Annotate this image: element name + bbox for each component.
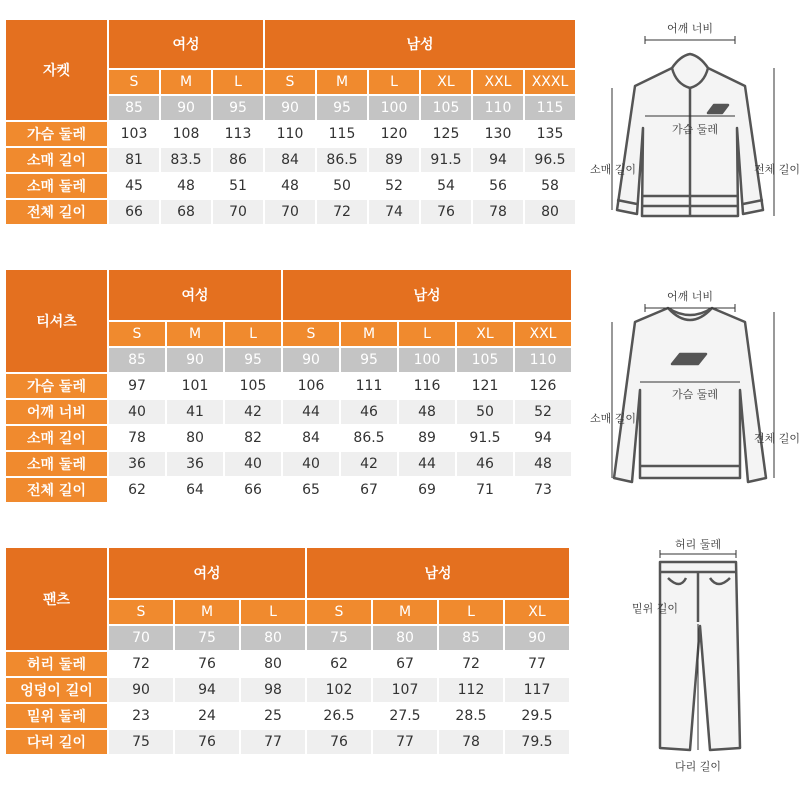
value-cell: 36 [109,452,165,476]
size-cell: M [341,322,397,346]
sleeve-length-label: 소매 길이 [590,163,637,176]
value-cell: 70 [265,200,315,224]
size-cell: M [175,600,239,624]
value-cell: 64 [167,478,223,502]
value-cell: 48 [399,400,455,424]
category-cell: 티셔츠 [6,270,107,372]
row-label: 소매 둘레 [6,452,107,476]
value-cell: 125 [421,122,471,146]
row-label: 허리 둘레 [6,652,107,676]
value-cell: 120 [369,122,419,146]
total-length-label: 전체 길이 [753,432,800,445]
value-cell: 56 [473,174,523,198]
shoulder-width-label: 어깨 너비 [666,290,714,303]
value-cell: 24 [175,704,239,728]
value-cell: 48 [161,174,211,198]
value-cell: 77 [505,652,569,676]
value-cell: 23 [109,704,173,728]
jacket-diagram [590,18,800,233]
group-women: 여성 [109,548,305,598]
value-cell: 115 [317,122,367,146]
size-cell: XXL [515,322,571,346]
value-cell: 42 [225,400,281,424]
number-size-cell: 80 [241,626,305,650]
value-cell: 81 [109,148,159,172]
value-cell: 27.5 [373,704,437,728]
value-cell: 84 [265,148,315,172]
value-cell: 89 [369,148,419,172]
value-cell: 44 [399,452,455,476]
category-cell: 팬츠 [6,548,107,650]
group-men: 남성 [265,20,575,68]
value-cell: 54 [421,174,471,198]
number-size-cell: 90 [161,96,211,120]
number-size-cell: 90 [283,348,339,372]
value-cell: 94 [175,678,239,702]
row-label: 엉덩이 길이 [6,678,107,702]
jacket-size-table [4,18,577,226]
tshirt-size-table [4,268,573,504]
size-cell: S [109,322,165,346]
row-label: 소매 길이 [6,426,107,450]
value-cell: 46 [457,452,513,476]
size-cell: S [307,600,371,624]
value-cell: 86 [213,148,263,172]
chest-label: 가슴 둘레 [671,388,719,401]
value-cell: 52 [515,400,571,424]
size-cell: S [109,70,159,94]
value-cell: 76 [175,730,239,754]
value-cell: 51 [213,174,263,198]
group-women: 여성 [109,270,281,320]
value-cell: 48 [515,452,571,476]
number-size-cell: 75 [175,626,239,650]
number-size-cell: 95 [225,348,281,372]
value-cell: 70 [213,200,263,224]
group-men: 남성 [283,270,571,320]
size-cell: XXL [473,70,523,94]
value-cell: 40 [109,400,165,424]
value-cell: 66 [225,478,281,502]
number-size-cell: 90 [265,96,315,120]
value-cell: 74 [369,200,419,224]
value-cell: 78 [473,200,523,224]
value-cell: 50 [317,174,367,198]
value-cell: 121 [457,374,513,398]
value-cell: 80 [167,426,223,450]
value-cell: 126 [515,374,571,398]
size-cell: S [109,600,173,624]
size-cell: L [439,600,503,624]
number-size-cell: 95 [213,96,263,120]
value-cell: 78 [439,730,503,754]
number-size-cell: 115 [525,96,575,120]
size-cell: XL [505,600,569,624]
value-cell: 75 [109,730,173,754]
number-size-cell: 105 [457,348,513,372]
value-cell: 25 [241,704,305,728]
value-cell: 117 [505,678,569,702]
chest-label: 가슴 둘레 [671,123,719,136]
value-cell: 52 [369,174,419,198]
value-cell: 36 [167,452,223,476]
value-cell: 90 [109,678,173,702]
number-size-cell: 75 [307,626,371,650]
value-cell: 62 [307,652,371,676]
value-cell: 71 [457,478,513,502]
number-size-cell: 105 [421,96,471,120]
number-size-cell: 95 [341,348,397,372]
value-cell: 58 [525,174,575,198]
number-size-cell: 100 [369,96,419,120]
value-cell: 72 [317,200,367,224]
size-cell: M [161,70,211,94]
value-cell: 108 [161,122,211,146]
number-size-cell: 100 [399,348,455,372]
sleeve-length-label: 소매 길이 [590,412,637,425]
size-cell: M [167,322,223,346]
value-cell: 42 [341,452,397,476]
value-cell: 67 [341,478,397,502]
value-cell: 105 [225,374,281,398]
value-cell: 62 [109,478,165,502]
size-cell: S [283,322,339,346]
size-cell: M [373,600,437,624]
value-cell: 28.5 [439,704,503,728]
number-size-cell: 90 [167,348,223,372]
row-label: 어깨 너비 [6,400,107,424]
size-cell: XL [457,322,513,346]
value-cell: 76 [175,652,239,676]
number-size-cell: 95 [317,96,367,120]
value-cell: 69 [399,478,455,502]
value-cell: 102 [307,678,371,702]
value-cell: 45 [109,174,159,198]
pants-size-table [4,546,571,756]
row-label: 가슴 둘레 [6,374,107,398]
shoulder-width-label: 어깨 너비 [666,22,714,35]
value-cell: 66 [109,200,159,224]
value-cell: 65 [283,478,339,502]
tshirt-diagram [590,282,800,492]
row-label: 전체 길이 [6,200,107,224]
group-women: 여성 [109,20,263,68]
value-cell: 67 [373,652,437,676]
row-label: 전체 길이 [6,478,107,502]
value-cell: 44 [283,400,339,424]
row-label: 밑위 둘레 [6,704,107,728]
waist-label: 허리 둘레 [674,538,722,551]
value-cell: 82 [225,426,281,450]
size-cell: L [369,70,419,94]
value-cell: 40 [283,452,339,476]
number-size-cell: 85 [439,626,503,650]
value-cell: 80 [525,200,575,224]
value-cell: 111 [341,374,397,398]
size-cell: L [213,70,263,94]
value-cell: 86.5 [341,426,397,450]
value-cell: 106 [283,374,339,398]
value-cell: 76 [307,730,371,754]
value-cell: 91.5 [457,426,513,450]
category-cell: 자켓 [6,20,107,120]
number-size-cell: 90 [505,626,569,650]
value-cell: 41 [167,400,223,424]
value-cell: 94 [515,426,571,450]
value-cell: 107 [373,678,437,702]
value-cell: 79.5 [505,730,569,754]
size-cell: XXXL [525,70,575,94]
value-cell: 135 [525,122,575,146]
number-size-cell: 85 [109,348,165,372]
value-cell: 130 [473,122,523,146]
pants-illustration [660,562,740,750]
value-cell: 86.5 [317,148,367,172]
number-size-cell: 70 [109,626,173,650]
value-cell: 72 [439,652,503,676]
size-cell: L [225,322,281,346]
value-cell: 46 [341,400,397,424]
value-cell: 78 [109,426,165,450]
number-size-cell: 110 [473,96,523,120]
value-cell: 29.5 [505,704,569,728]
value-cell: 83.5 [161,148,211,172]
value-cell: 112 [439,678,503,702]
value-cell: 72 [109,652,173,676]
number-size-cell: 80 [373,626,437,650]
value-cell: 94 [473,148,523,172]
value-cell: 113 [213,122,263,146]
value-cell: 97 [109,374,165,398]
value-cell: 101 [167,374,223,398]
value-cell: 68 [161,200,211,224]
value-cell: 26.5 [307,704,371,728]
value-cell: 48 [265,174,315,198]
value-cell: 76 [421,200,471,224]
pants-diagram [620,538,770,783]
value-cell: 77 [241,730,305,754]
size-cell: S [265,70,315,94]
size-cell: L [241,600,305,624]
row-label: 가슴 둘레 [6,122,107,146]
total-length-label: 전체 길이 [753,163,800,176]
value-cell: 84 [283,426,339,450]
value-cell: 98 [241,678,305,702]
group-men: 남성 [307,548,569,598]
value-cell: 103 [109,122,159,146]
value-cell: 50 [457,400,513,424]
value-cell: 77 [373,730,437,754]
value-cell: 116 [399,374,455,398]
row-label: 다리 길이 [6,730,107,754]
value-cell: 91.5 [421,148,471,172]
leg-length-label: 다리 길이 [674,760,722,773]
row-label: 소매 둘레 [6,174,107,198]
value-cell: 96.5 [525,148,575,172]
number-size-cell: 85 [109,96,159,120]
value-cell: 73 [515,478,571,502]
value-cell: 40 [225,452,281,476]
value-cell: 80 [241,652,305,676]
row-label: 소매 길이 [6,148,107,172]
size-cell: L [399,322,455,346]
size-cell: M [317,70,367,94]
value-cell: 89 [399,426,455,450]
value-cell: 110 [265,122,315,146]
number-size-cell: 110 [515,348,571,372]
size-cell: XL [421,70,471,94]
rise-label: 밑위 길이 [631,602,678,615]
